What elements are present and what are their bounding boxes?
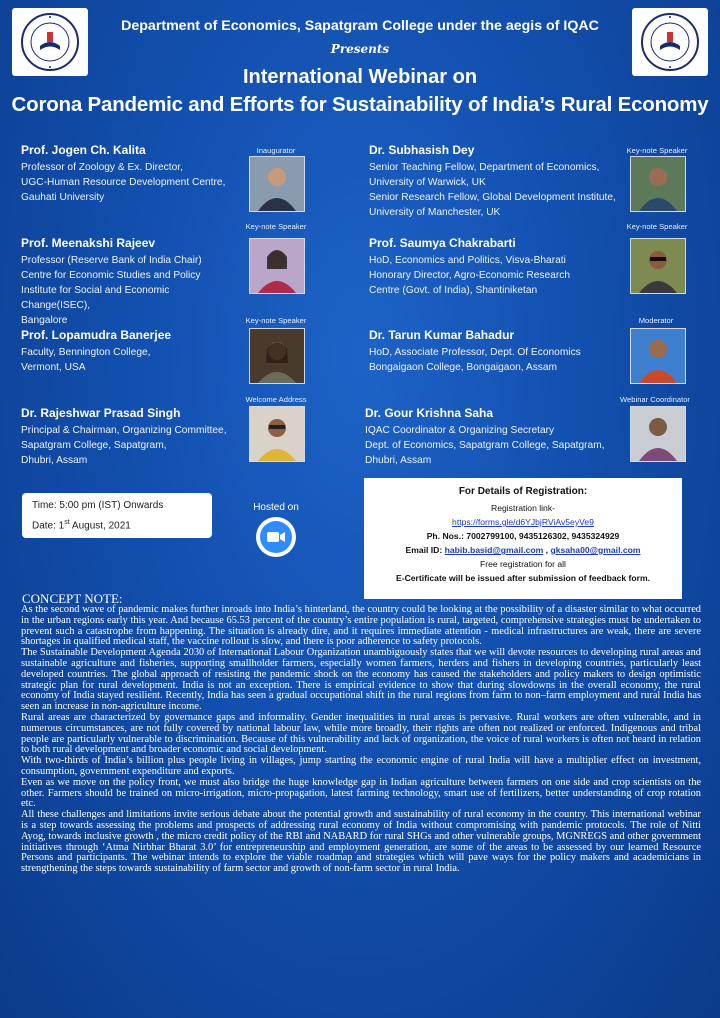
speaker-photo (249, 406, 305, 462)
speaker-name: Dr. Rajeshwar Prasad Singh (21, 406, 181, 420)
speaker-name: Prof. Meenakshi Rajeev (21, 236, 156, 250)
event-date: Date: 1st August, 2021 (32, 519, 131, 532)
registration-title: For Details of Registration: (458, 486, 588, 497)
speaker-detail: Honorary Director, Agro-Economic Research (369, 270, 570, 281)
registration-box (364, 478, 682, 599)
speaker-detail: Faculty, Bennington College, (21, 347, 151, 358)
speaker-name: Prof. Lopamudra Banerjee (21, 328, 172, 342)
speaker-role: Welcome Address (245, 395, 307, 404)
concept-paragraph: Even as we move on the policy front, we must also bridge the huge knowledge gap in Indian agriculture between farmers on one side and crop scientists on the other. Farmers should be trained on micro-irrigation, micro-propagation, latest farming technology, smart use of fertilizers, better understanding of crop rotation etc. (21, 776, 701, 810)
speaker-detail: HoD, Economics and Politics, Visva-Bharati (369, 255, 566, 266)
event-time: Time: 5:00 pm (IST) Onwards (32, 500, 164, 511)
speaker-role: Key-note Speaker (626, 146, 688, 155)
speaker-name: Dr. Gour Krishna Saha (365, 406, 494, 420)
speaker-role: Moderator (638, 316, 674, 325)
speaker-detail: Institute for Social and Economic Change(ISEC), (21, 285, 170, 311)
speaker-detail: Vermont, USA (21, 362, 86, 373)
speaker-photo (630, 156, 686, 212)
speaker-detail: IQAC Coordinator & Organizing Secretary (365, 425, 555, 436)
speaker-name: Prof. Jogen Ch. Kalita (21, 143, 146, 157)
speaker-role: Webinar Coordinator (620, 395, 690, 404)
speaker-detail: Sapatgram College, Sapatgram, (21, 440, 167, 451)
speaker-detail: Bangalore (21, 315, 68, 326)
speaker-name: Dr. Tarun Kumar Bahadur (369, 328, 515, 342)
speaker-detail: Professor (Reserve Bank of India Chair) (21, 255, 202, 266)
speaker-detail: Senior Teaching Fellow, Department of Economics, (369, 162, 600, 173)
speaker-detail: Dhubri, Assam (21, 455, 88, 466)
concept-paragraph: Rural areas are characterized by governance gaps and informality. Gender inequalities in rural areas is pervasive. Rural workers are often vulnerable, and in numerous circumstances, are not fully covered by national labour law, while more broadly, their rights are often not realized or enforced. Indigenous and tribal people are particularly vulnerable to discrimination. Because of this vulnerability and lack of organization, the voice of rural workers is often not heard in relation to both rural development and broader economic and social development. (21, 711, 701, 756)
speaker-detail: Centre (Govt. of India), Shantiniketan (369, 285, 538, 296)
college-seal-icon (640, 12, 700, 72)
zoom-video-icon (256, 517, 296, 557)
email-link-2[interactable]: gksaha00@gmail.com (550, 545, 641, 555)
concept-paragraph: With two-thirds of India’s billion plus people living in villages, jump starting the economic engine of rural India will have a multiplier effect on investment, consumption, government expenditure and exports. (21, 755, 701, 777)
speaker-bahadur (369, 328, 624, 375)
registration-link[interactable]: https://forms.gle/d6YJbjRViAv5eyVe9 (452, 517, 594, 527)
concept-note-body (21, 605, 701, 875)
speaker-role: Key-note Speaker (626, 222, 688, 231)
speaker-name: Dr. Subhasish Dey (369, 143, 475, 157)
speaker-detail: University of Warwick, UK (369, 177, 486, 188)
speaker-name: Prof. Saumya Chakrabarti (369, 236, 516, 250)
speaker-photo (630, 406, 686, 462)
speaker-chakrabarti (369, 236, 624, 298)
concept-paragraph: All these challenges and limitations invite serious debate about the potential growth and sustainability of rural economy in the country. This international webinar is a step towards assessing the problems and prospects of addressing rural economy of India without compromising with pandemic protocols. The role of Nitti Ayog, towards inclusive growth , the micro credit policy of the RBI and NABARD for rural SHGs and other vulnerable groups, MGNREGS and other government initiatives through ‘Atma Nirbhar Bharat 3.0’ for entrepreneurship and employment generation, are some of the areas to be assessed by our learned Resource Persons and participants. The webinar intends to explore the viable roadmap and strategies which will pave ways for the policy makers and academicians in strengthening the steps towards sustainability of farm sector and growth of non-farm sector in rural India. (21, 809, 701, 875)
speaker-role: Inaugurator (256, 146, 296, 155)
speaker-detail: University of Manchester, UK (369, 207, 501, 218)
speaker-photo (630, 238, 686, 294)
free-registration-note: Free registration for all (480, 559, 566, 569)
speaker-detail: UGC-Human Resource Development Centre, (21, 177, 226, 188)
speaker-role: Key-note Speaker (245, 222, 307, 231)
webinar-title-line2: Corona Pandemic and Efforts for Sustainability of India’s Rural Economy (11, 93, 709, 116)
speaker-saha (365, 406, 623, 468)
speaker-detail: Principal & Chairman, Organizing Committee, (21, 425, 227, 436)
speaker-detail: Dept. of Economics, Sapatgram College, Sapatgram, (365, 440, 605, 451)
webinar-title-line1: International Webinar on (242, 66, 478, 88)
speaker-rajeev (21, 236, 241, 328)
speaker-photo (249, 238, 305, 294)
speaker-photo (249, 328, 305, 384)
speaker-detail: HoD, Associate Professor, Dept. Of Economics (369, 347, 581, 358)
email-link-1[interactable]: habib.basid@gmail.com (444, 545, 544, 555)
speaker-detail: Dhubri, Assam (365, 455, 432, 466)
speaker-kalita (21, 143, 241, 205)
concept-paragraph: The Sustainable Development Agenda 2030 of International Labour Organization unambiguously states that we will devote resources to developing rural areas and sustainable agriculture and fisheries, supporting smallholder farmers, especially women farmers, herders and fishers in developing countries, particularly least developed countries. The global approach of resisting the pandemic shock on the economy has caused the stakeholders and policy makers to design optimistic strategic plan for rural development. India is not an exception. There is empirical evidence to show that during slowdowns in the overall economy, the rural economy of India stayed resilient. Recently, India has seen a gradual occupational shift in the rural regions from farm to non–farm employment and rural India has seen an increase in non-agriculture income. (21, 647, 701, 713)
speaker-role: Key-note Speaker (245, 316, 307, 325)
speaker-detail: Senior Research Fellow, Global Development Institute, (369, 192, 616, 203)
speaker-detail: Gauhati University (21, 192, 105, 203)
certificate-note: E-Certificate will be issued after submission of feedback form. (395, 573, 651, 583)
speaker-detail: Bongaigaon College, Bongaigaon, Assam (369, 362, 558, 373)
hosted-on-label: Hosted on (253, 502, 299, 513)
presents-label: Presents (330, 42, 390, 56)
speaker-photo (630, 328, 686, 384)
college-seal-icon (20, 12, 80, 72)
registration-link-label: Registration link- (491, 503, 555, 513)
phone-numbers: Ph. Nos.: 7002799100, 9435126302, 9435324929 (426, 531, 620, 541)
speaker-detail: Professor of Zoology & Ex. Director, (21, 162, 183, 173)
concept-paragraph: As the second wave of pandemic makes further inroads into India’s hinterland, the country could be looking at the possibility of a disaster similar to what occurred in the urban regions early this year. And because 65.53 percent of the country’s entire population is rural, targeted, comprehensive strategies must be undertaken to prevent such a catastrophe from happening. The situation is already dire, and it requires immediate attention - medical infrastructures are weak, there are severe shortages in qualified medical staff, the vaccine rollout is slow, and there is poor adherence to safety protocols. (21, 604, 701, 648)
concept-note-heading: CONCEPT NOTE: (22, 591, 123, 606)
speaker-photo (249, 156, 305, 212)
speaker-detail: Centre for Economic Studies and Policy (21, 270, 201, 281)
speaker-dey (369, 143, 629, 220)
email-line: Email ID: habib.basid@gmail.com , gksaha00@gmail.com (405, 545, 641, 555)
speaker-singh (21, 406, 233, 468)
event-time-box (22, 493, 212, 538)
speaker-banerjee (21, 328, 241, 375)
organizer-line: Department of Economics, Sapatgram College under the aegis of IQAC (121, 18, 599, 34)
